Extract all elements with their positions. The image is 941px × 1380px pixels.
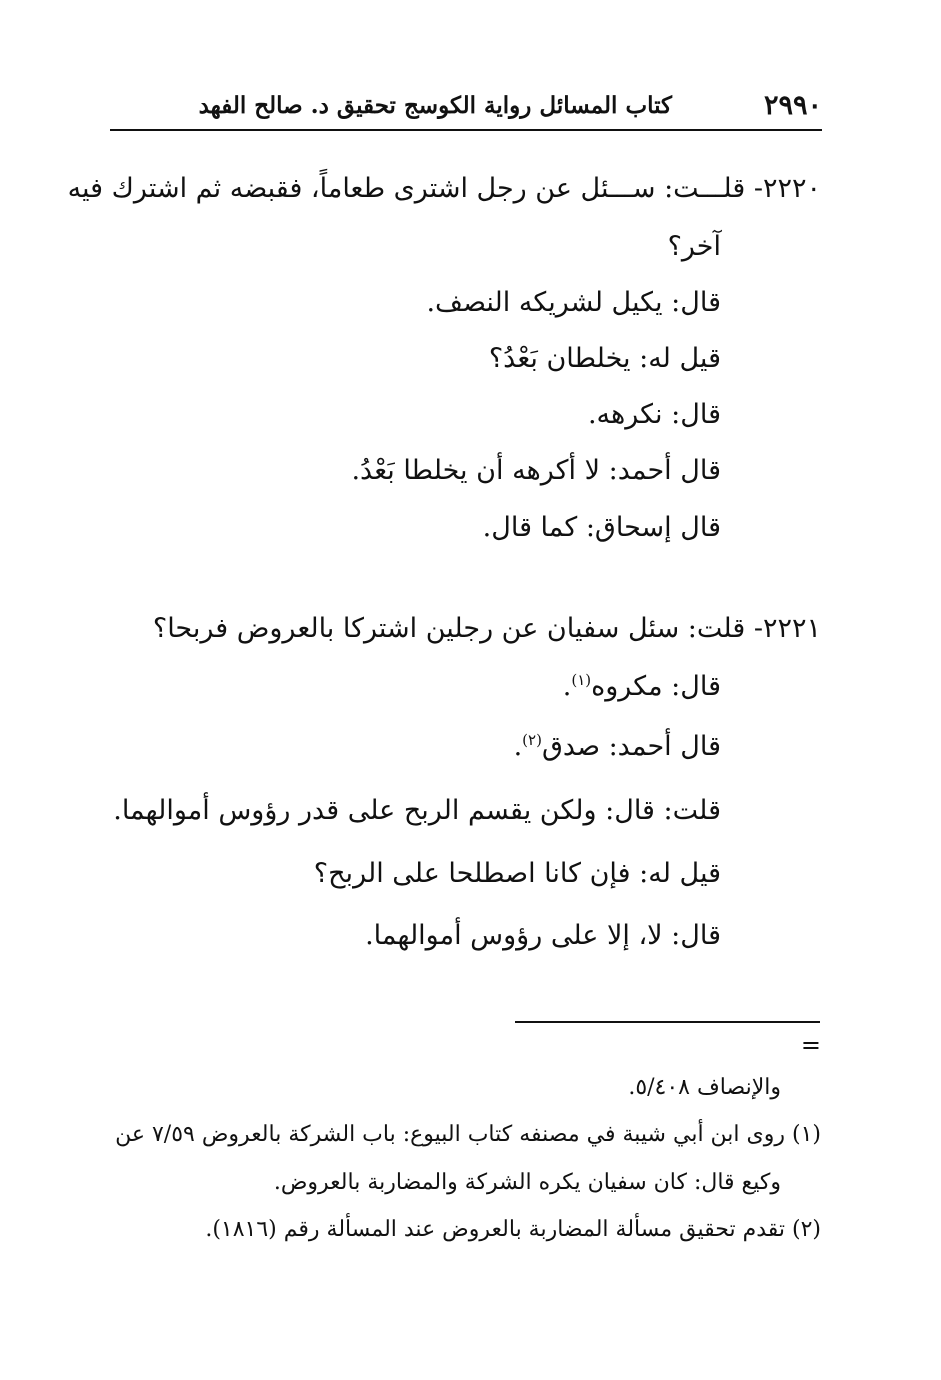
issue-2220-question-cont: آخر؟ xyxy=(667,231,721,262)
footnote-ref: (٢) xyxy=(522,731,542,749)
question-text: قلـــت: ســـئل عن رجل اشترى طعاماً، فقبضه ثم اشترك فيه xyxy=(67,173,746,204)
answer-line: قال إسحاق: كما قال. xyxy=(482,512,721,543)
header-rule xyxy=(110,129,822,131)
footnote-continuation: والإنصاف ٥/٤٠٨. xyxy=(628,1075,781,1100)
footnote-1-cont: وكيع قال: كان سفيان يكره الشركة والمضاربة بالعروض. xyxy=(273,1170,781,1195)
issue-number: ٢٢٢١- xyxy=(753,613,821,644)
page-number: ٢٩٩٠ xyxy=(763,90,822,121)
question-text: قلت: سئل سفيان عن رجلين اشتركا بالعروض فربحا؟ xyxy=(152,613,746,644)
answer-text: قال أحمد: صدق xyxy=(541,731,721,762)
answer-line xyxy=(563,671,721,703)
answer-line: قال: نكرهه. xyxy=(587,399,721,430)
answer-line: قال أحمد: لا أكرهه أن يخلطا بَعْدُ. xyxy=(351,455,721,486)
answer-end: . xyxy=(562,671,572,702)
continuation-mark: = xyxy=(800,1031,821,1059)
footnote-ref: (١) xyxy=(571,671,592,689)
answer-line: قال: لا، إلا على رؤوس أموالهما. xyxy=(365,920,721,951)
footnote-rule xyxy=(515,1021,820,1023)
issue-2221-question xyxy=(153,613,821,645)
answer-line: قيل له: يخلطان بَعْدُ؟ xyxy=(488,343,721,374)
answer-line: قيل له: فإن كانا اصطلحا على الربح؟ xyxy=(313,858,721,889)
answer-text: قال: مكروه xyxy=(591,671,721,702)
footnote-2: (٢) تقدم تحقيق مسألة المضاربة بالعروض عند المسألة رقم (١٨١٦). xyxy=(205,1217,821,1242)
answer-line xyxy=(514,731,721,763)
issue-number: ٢٢٢٠- xyxy=(753,173,821,204)
answer-end: . xyxy=(513,731,523,762)
answer-line: قلت: قال: ولكن يقسم الربح على قدر رؤوس أموالهما. xyxy=(113,795,721,826)
answer-line: قال: يكيل لشريكه النصف. xyxy=(426,287,721,318)
footnote-1: (١) روى ابن أبي شيبة في مصنفه كتاب البيوع: باب الشركة بالعروض ٧/٥٩ عن xyxy=(115,1122,821,1147)
page-header xyxy=(110,88,822,128)
issue-2220-question xyxy=(68,173,821,205)
running-title: كتاب المسائل رواية الكوسج تحقيق د. صالح الفهد xyxy=(198,92,672,119)
